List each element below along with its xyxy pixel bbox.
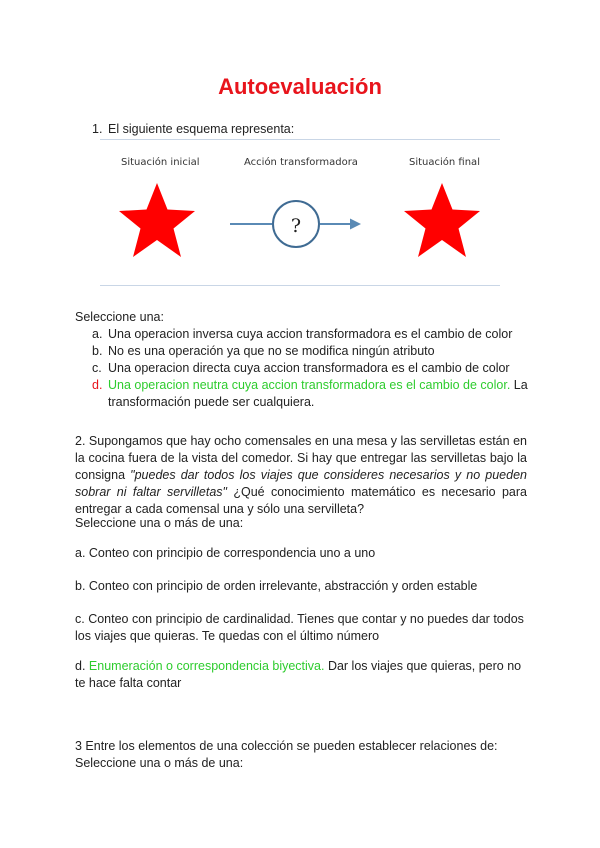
- question-2-intro: 2. Supongamos que hay ocho comensales en una mesa y las servilletas están en la cocina fuera de la vista del comedor. Si hay que entregar las servilletas bajo la consigna: [75, 434, 527, 482]
- transformation-diagram: [100, 137, 500, 289]
- question-1-heading: [92, 122, 294, 136]
- page-title: Autoevaluación: [218, 74, 382, 99]
- answer-note: La transformación puede ser cualquiera.: [108, 378, 528, 409]
- question-1-select-label: Seleccione una:: [75, 310, 164, 324]
- label-final-situation: Situación final: [409, 157, 480, 168]
- question-3-select-label: Seleccione una o más de una:: [75, 756, 244, 770]
- question-2-quote: "puedes dar todos los viajes que consideres necesarios y no pueden sobrar ni faltar servilletas": [75, 468, 527, 499]
- question-1-number: 1.: [92, 122, 103, 136]
- question-2-select-label: Seleccione una o más de una:: [75, 516, 244, 530]
- question-2-option-d[interactable]: [75, 658, 527, 692]
- option-letter: c.: [92, 361, 102, 375]
- question-1-options: [92, 326, 532, 411]
- question-1-text: El siguiente esquema representa:: [108, 122, 295, 136]
- correct-answer-text: Enumeración o correspondencia biyectiva.: [88, 659, 325, 673]
- option-letter: b.: [92, 344, 103, 358]
- arrow-head-icon: [350, 219, 361, 230]
- option-c[interactable]: [92, 360, 532, 377]
- initial-star-icon: [119, 183, 195, 257]
- option-text: Una operacion directa cuya accion transformadora es el cambio de color: [108, 361, 510, 375]
- unknown-action-symbol: ?: [290, 215, 302, 237]
- option-b[interactable]: [92, 343, 532, 360]
- option-letter: d.: [92, 378, 103, 392]
- question-2-option-c[interactable]: c. Conteo con principio de cardinalidad. Tienes que contar y no puedes dar todos los viajes que quieras. Te quedas con el último número: [75, 612, 524, 643]
- answer-note: Dar los viajes que quieras, pero no te hace falta contar: [75, 659, 522, 690]
- option-text: Una operacion inversa cuya accion transformadora es el cambio de color: [108, 327, 513, 341]
- option-letter: d.: [75, 659, 86, 673]
- final-star-icon: [404, 183, 480, 257]
- option-letter: a.: [92, 327, 103, 341]
- question-3-statement: 3 Entre los elementos de una colección se pueden establecer relaciones de:: [75, 739, 498, 753]
- question-2-option-a[interactable]: a. Conteo con principio de correspondencia uno a uno: [75, 546, 376, 560]
- question-2-option-b[interactable]: b. Conteo con principio de orden irrelevante, abstracción y orden estable: [75, 579, 478, 593]
- option-text: No es una operación ya que no se modifica ningún atributo: [108, 344, 435, 358]
- question-2-statement: [75, 433, 527, 518]
- option-a[interactable]: [92, 326, 532, 343]
- option-d-content: [108, 377, 532, 411]
- question-2-question: ¿Qué conocimiento matemático es necesario para entregar a cada comensal una y sólo una servilleta?: [75, 485, 527, 516]
- diagram-graphics: [100, 137, 500, 289]
- label-initial-situation: Situación inicial: [121, 157, 200, 168]
- label-transforming-action: Acción transformadora: [244, 157, 358, 168]
- option-d[interactable]: [92, 377, 532, 411]
- correct-answer-text: Una operacion neutra cuya accion transformadora es el cambio de color.: [108, 378, 511, 392]
